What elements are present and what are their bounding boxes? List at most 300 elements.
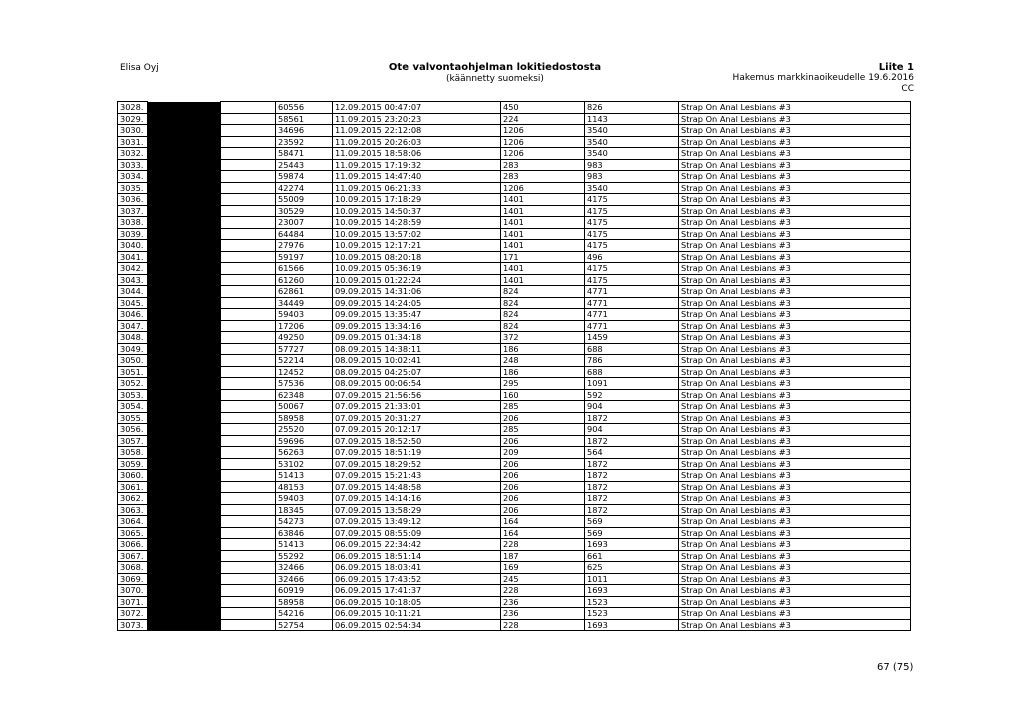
row-number-cell: 3034. xyxy=(118,171,148,183)
timestamp-cell: 10.09.2015 14:50:37 xyxy=(333,205,501,217)
title-cell: Strap On Anal Lesbians #3 xyxy=(679,320,911,332)
row-number-cell: 3055. xyxy=(118,412,148,424)
id-cell: 34449 xyxy=(276,297,333,309)
value-b-cell: 983 xyxy=(585,171,679,183)
id-cell: 64484 xyxy=(276,228,333,240)
value-a-cell: 1401 xyxy=(501,205,585,217)
id-cell: 34696 xyxy=(276,125,333,137)
blank-cell xyxy=(221,596,276,608)
row-number-cell: 3058. xyxy=(118,447,148,459)
blank-cell xyxy=(221,470,276,482)
blank-cell xyxy=(221,619,276,631)
timestamp-cell: 08.09.2015 04:25:07 xyxy=(333,366,501,378)
redacted-cell xyxy=(148,401,221,413)
redacted-cell xyxy=(148,194,221,206)
value-a-cell: 206 xyxy=(501,435,585,447)
value-a-cell: 206 xyxy=(501,504,585,516)
title-cell: Strap On Anal Lesbians #3 xyxy=(679,343,911,355)
blank-cell xyxy=(221,217,276,229)
id-cell: 59403 xyxy=(276,309,333,321)
title-cell: Strap On Anal Lesbians #3 xyxy=(679,562,911,574)
timestamp-cell: 07.09.2015 20:31:27 xyxy=(333,412,501,424)
value-b-cell: 4771 xyxy=(585,297,679,309)
id-cell: 55292 xyxy=(276,550,333,562)
application-reference: Hakemus markkinaoikeudelle 19.6.2016 xyxy=(732,73,914,83)
value-a-cell: 285 xyxy=(501,401,585,413)
value-b-cell: 3540 xyxy=(585,182,679,194)
redacted-cell xyxy=(148,159,221,171)
table-row xyxy=(118,378,911,390)
blank-cell xyxy=(221,527,276,539)
row-number-cell: 3061. xyxy=(118,481,148,493)
row-number-cell: 3066. xyxy=(118,539,148,551)
value-a-cell: 283 xyxy=(501,171,585,183)
blank-cell xyxy=(221,447,276,459)
value-b-cell: 1872 xyxy=(585,481,679,493)
attachment-label: Liite 1 xyxy=(878,62,914,73)
redacted-cell xyxy=(148,504,221,516)
title-cell: Strap On Anal Lesbians #3 xyxy=(679,332,911,344)
id-cell: 17206 xyxy=(276,320,333,332)
table-row xyxy=(118,240,911,252)
blank-cell xyxy=(221,286,276,298)
timestamp-cell: 07.09.2015 08:55:09 xyxy=(333,527,501,539)
value-b-cell: 1459 xyxy=(585,332,679,344)
table-row xyxy=(118,562,911,574)
timestamp-cell: 06.09.2015 22:34:42 xyxy=(333,539,501,551)
id-cell: 32466 xyxy=(276,562,333,574)
title-cell: Strap On Anal Lesbians #3 xyxy=(679,458,911,470)
title-cell: Strap On Anal Lesbians #3 xyxy=(679,240,911,252)
id-cell: 57727 xyxy=(276,343,333,355)
value-a-cell: 209 xyxy=(501,447,585,459)
table-row xyxy=(118,102,911,114)
row-number-cell: 3031. xyxy=(118,136,148,148)
id-cell: 58471 xyxy=(276,148,333,160)
id-cell: 58958 xyxy=(276,596,333,608)
value-b-cell: 569 xyxy=(585,527,679,539)
table-row xyxy=(118,539,911,551)
row-number-cell: 3039. xyxy=(118,228,148,240)
redacted-cell xyxy=(148,527,221,539)
table-row xyxy=(118,447,911,459)
row-number-cell: 3067. xyxy=(118,550,148,562)
value-b-cell: 4771 xyxy=(585,320,679,332)
timestamp-cell: 11.09.2015 22:12:08 xyxy=(333,125,501,137)
timestamp-cell: 06.09.2015 10:18:05 xyxy=(333,596,501,608)
table-row xyxy=(118,481,911,493)
document-title: Ote valvontaohjelman lokitiedostosta xyxy=(388,62,602,73)
id-cell: 59197 xyxy=(276,251,333,263)
value-a-cell: 245 xyxy=(501,573,585,585)
timestamp-cell: 09.09.2015 14:31:06 xyxy=(333,286,501,298)
row-number-cell: 3064. xyxy=(118,516,148,528)
id-cell: 42274 xyxy=(276,182,333,194)
title-cell: Strap On Anal Lesbians #3 xyxy=(679,205,911,217)
title-cell: Strap On Anal Lesbians #3 xyxy=(679,527,911,539)
title-cell: Strap On Anal Lesbians #3 xyxy=(679,608,911,620)
value-a-cell: 450 xyxy=(501,102,585,114)
id-cell: 59696 xyxy=(276,435,333,447)
value-a-cell: 164 xyxy=(501,527,585,539)
value-a-cell: 824 xyxy=(501,309,585,321)
value-b-cell: 4175 xyxy=(585,205,679,217)
blank-cell xyxy=(221,343,276,355)
row-number-cell: 3057. xyxy=(118,435,148,447)
id-cell: 63846 xyxy=(276,527,333,539)
row-number-cell: 3060. xyxy=(118,470,148,482)
row-number-cell: 3051. xyxy=(118,366,148,378)
company-name: Elisa Oyj xyxy=(120,63,159,73)
value-b-cell: 1872 xyxy=(585,458,679,470)
table-row xyxy=(118,470,911,482)
row-number-cell: 3068. xyxy=(118,562,148,574)
redacted-cell xyxy=(148,228,221,240)
row-number-cell: 3029. xyxy=(118,113,148,125)
table-row xyxy=(118,389,911,401)
row-number-cell: 3041. xyxy=(118,251,148,263)
blank-cell xyxy=(221,504,276,516)
title-cell: Strap On Anal Lesbians #3 xyxy=(679,297,911,309)
title-cell: Strap On Anal Lesbians #3 xyxy=(679,251,911,263)
row-number-cell: 3044. xyxy=(118,286,148,298)
blank-cell xyxy=(221,493,276,505)
value-b-cell: 1693 xyxy=(585,539,679,551)
value-a-cell: 224 xyxy=(501,113,585,125)
timestamp-cell: 07.09.2015 21:56:56 xyxy=(333,389,501,401)
redacted-cell xyxy=(148,136,221,148)
table-row xyxy=(118,251,911,263)
value-a-cell: 1401 xyxy=(501,263,585,275)
title-cell: Strap On Anal Lesbians #3 xyxy=(679,470,911,482)
timestamp-cell: 09.09.2015 01:34:18 xyxy=(333,332,501,344)
title-cell: Strap On Anal Lesbians #3 xyxy=(679,171,911,183)
redacted-cell xyxy=(148,286,221,298)
value-a-cell: 206 xyxy=(501,481,585,493)
title-cell: Strap On Anal Lesbians #3 xyxy=(679,378,911,390)
redacted-cell xyxy=(148,182,221,194)
timestamp-cell: 09.09.2015 13:35:47 xyxy=(333,309,501,321)
timestamp-cell: 10.09.2015 05:36:19 xyxy=(333,263,501,275)
blank-cell xyxy=(221,194,276,206)
blank-cell xyxy=(221,481,276,493)
blank-cell xyxy=(221,573,276,585)
timestamp-cell: 07.09.2015 13:58:29 xyxy=(333,504,501,516)
row-number-cell: 3065. xyxy=(118,527,148,539)
timestamp-cell: 08.09.2015 10:02:41 xyxy=(333,355,501,367)
value-a-cell: 171 xyxy=(501,251,585,263)
value-b-cell: 1693 xyxy=(585,619,679,631)
table-row xyxy=(118,182,911,194)
value-b-cell: 4771 xyxy=(585,286,679,298)
table-row xyxy=(118,458,911,470)
row-number-cell: 3049. xyxy=(118,343,148,355)
redacted-cell xyxy=(148,205,221,217)
id-cell: 62348 xyxy=(276,389,333,401)
value-a-cell: 186 xyxy=(501,366,585,378)
blank-cell xyxy=(221,251,276,263)
redacted-cell xyxy=(148,366,221,378)
title-cell: Strap On Anal Lesbians #3 xyxy=(679,573,911,585)
table-row xyxy=(118,113,911,125)
title-cell: Strap On Anal Lesbians #3 xyxy=(679,504,911,516)
redacted-cell xyxy=(148,251,221,263)
blank-cell xyxy=(221,274,276,286)
value-b-cell: 4175 xyxy=(585,274,679,286)
redacted-cell xyxy=(148,447,221,459)
id-cell: 59403 xyxy=(276,493,333,505)
redacted-cell xyxy=(148,435,221,447)
value-b-cell: 4175 xyxy=(585,240,679,252)
blank-cell xyxy=(221,263,276,275)
redacted-cell xyxy=(148,355,221,367)
id-cell: 59874 xyxy=(276,171,333,183)
value-a-cell: 187 xyxy=(501,550,585,562)
blank-cell xyxy=(221,585,276,597)
row-number-cell: 3047. xyxy=(118,320,148,332)
blank-cell xyxy=(221,148,276,160)
redacted-cell xyxy=(148,297,221,309)
value-b-cell: 4771 xyxy=(585,309,679,321)
value-b-cell: 1091 xyxy=(585,378,679,390)
id-cell: 56263 xyxy=(276,447,333,459)
value-a-cell: 228 xyxy=(501,539,585,551)
table-row xyxy=(118,527,911,539)
timestamp-cell: 09.09.2015 13:34:16 xyxy=(333,320,501,332)
redacted-cell xyxy=(148,113,221,125)
title-cell: Strap On Anal Lesbians #3 xyxy=(679,125,911,137)
value-a-cell: 1401 xyxy=(501,228,585,240)
id-cell: 23592 xyxy=(276,136,333,148)
value-a-cell: 1206 xyxy=(501,136,585,148)
value-b-cell: 1523 xyxy=(585,608,679,620)
title-cell: Strap On Anal Lesbians #3 xyxy=(679,481,911,493)
table-row xyxy=(118,332,911,344)
blank-cell xyxy=(221,412,276,424)
author-initials: CC xyxy=(901,84,914,94)
id-cell: 51413 xyxy=(276,539,333,551)
value-b-cell: 1872 xyxy=(585,412,679,424)
title-cell: Strap On Anal Lesbians #3 xyxy=(679,113,911,125)
value-b-cell: 688 xyxy=(585,366,679,378)
row-number-cell: 3070. xyxy=(118,585,148,597)
table-row xyxy=(118,194,911,206)
table-row xyxy=(118,619,911,631)
id-cell: 25443 xyxy=(276,159,333,171)
value-b-cell: 4175 xyxy=(585,194,679,206)
blank-cell xyxy=(221,516,276,528)
attachment-info xyxy=(733,62,914,95)
table-row xyxy=(118,585,911,597)
timestamp-cell: 07.09.2015 18:52:50 xyxy=(333,435,501,447)
timestamp-cell: 10.09.2015 14:28:59 xyxy=(333,217,501,229)
blank-cell xyxy=(221,136,276,148)
redacted-cell xyxy=(148,470,221,482)
value-b-cell: 569 xyxy=(585,516,679,528)
id-cell: 60919 xyxy=(276,585,333,597)
id-cell: 54273 xyxy=(276,516,333,528)
value-a-cell: 295 xyxy=(501,378,585,390)
row-number-cell: 3042. xyxy=(118,263,148,275)
value-b-cell: 3540 xyxy=(585,136,679,148)
blank-cell xyxy=(221,182,276,194)
table-row xyxy=(118,148,911,160)
title-cell: Strap On Anal Lesbians #3 xyxy=(679,412,911,424)
timestamp-cell: 07.09.2015 13:49:12 xyxy=(333,516,501,528)
row-number-cell: 3071. xyxy=(118,596,148,608)
table-row xyxy=(118,159,911,171)
table-row xyxy=(118,366,911,378)
blank-cell xyxy=(221,378,276,390)
timestamp-cell: 07.09.2015 14:14:16 xyxy=(333,493,501,505)
value-b-cell: 496 xyxy=(585,251,679,263)
table-row xyxy=(118,286,911,298)
table-row xyxy=(118,171,911,183)
blank-cell xyxy=(221,608,276,620)
redacted-cell xyxy=(148,217,221,229)
value-a-cell: 169 xyxy=(501,562,585,574)
value-b-cell: 1693 xyxy=(585,585,679,597)
row-number-cell: 3048. xyxy=(118,332,148,344)
redacted-cell xyxy=(148,424,221,436)
title-cell: Strap On Anal Lesbians #3 xyxy=(679,263,911,275)
table-row xyxy=(118,516,911,528)
blank-cell xyxy=(221,102,276,114)
row-number-cell: 3073. xyxy=(118,619,148,631)
document-header xyxy=(330,62,660,85)
redacted-cell xyxy=(148,378,221,390)
value-a-cell: 206 xyxy=(501,493,585,505)
value-a-cell: 824 xyxy=(501,320,585,332)
value-b-cell: 4175 xyxy=(585,228,679,240)
value-a-cell: 228 xyxy=(501,585,585,597)
value-b-cell: 3540 xyxy=(585,148,679,160)
table-row xyxy=(118,297,911,309)
value-a-cell: 824 xyxy=(501,297,585,309)
value-b-cell: 786 xyxy=(585,355,679,367)
value-a-cell: 1401 xyxy=(501,194,585,206)
row-number-cell: 3036. xyxy=(118,194,148,206)
redacted-cell xyxy=(148,562,221,574)
title-cell: Strap On Anal Lesbians #3 xyxy=(679,539,911,551)
value-b-cell: 3540 xyxy=(585,125,679,137)
title-cell: Strap On Anal Lesbians #3 xyxy=(679,619,911,631)
id-cell: 30529 xyxy=(276,205,333,217)
table-row xyxy=(118,608,911,620)
value-a-cell: 164 xyxy=(501,516,585,528)
value-a-cell: 1206 xyxy=(501,148,585,160)
value-b-cell: 983 xyxy=(585,159,679,171)
value-a-cell: 1206 xyxy=(501,125,585,137)
title-cell: Strap On Anal Lesbians #3 xyxy=(679,585,911,597)
timestamp-cell: 06.09.2015 17:43:52 xyxy=(333,573,501,585)
title-cell: Strap On Anal Lesbians #3 xyxy=(679,136,911,148)
id-cell: 53102 xyxy=(276,458,333,470)
table-row xyxy=(118,550,911,562)
id-cell: 48153 xyxy=(276,481,333,493)
row-number-cell: 3052. xyxy=(118,378,148,390)
value-b-cell: 1011 xyxy=(585,573,679,585)
redacted-cell xyxy=(148,320,221,332)
timestamp-cell: 10.09.2015 12:17:21 xyxy=(333,240,501,252)
blank-cell xyxy=(221,159,276,171)
id-cell: 51413 xyxy=(276,470,333,482)
id-cell: 32466 xyxy=(276,573,333,585)
title-cell: Strap On Anal Lesbians #3 xyxy=(679,435,911,447)
timestamp-cell: 07.09.2015 15:21:43 xyxy=(333,470,501,482)
timestamp-cell: 12.09.2015 00:47:07 xyxy=(333,102,501,114)
timestamp-cell: 09.09.2015 14:24:05 xyxy=(333,297,501,309)
timestamp-cell: 10.09.2015 08:20:18 xyxy=(333,251,501,263)
id-cell: 27976 xyxy=(276,240,333,252)
value-b-cell: 1143 xyxy=(585,113,679,125)
timestamp-cell: 06.09.2015 10:11:21 xyxy=(333,608,501,620)
id-cell: 57536 xyxy=(276,378,333,390)
timestamp-cell: 10.09.2015 13:57:02 xyxy=(333,228,501,240)
table-row xyxy=(118,424,911,436)
table-row xyxy=(118,596,911,608)
title-cell: Strap On Anal Lesbians #3 xyxy=(679,366,911,378)
title-cell: Strap On Anal Lesbians #3 xyxy=(679,228,911,240)
title-cell: Strap On Anal Lesbians #3 xyxy=(679,274,911,286)
table-row xyxy=(118,320,911,332)
id-cell: 62861 xyxy=(276,286,333,298)
redacted-cell xyxy=(148,619,221,631)
table-row xyxy=(118,573,911,585)
row-number-cell: 3054. xyxy=(118,401,148,413)
blank-cell xyxy=(221,309,276,321)
timestamp-cell: 11.09.2015 17:19:32 xyxy=(333,159,501,171)
value-a-cell: 824 xyxy=(501,286,585,298)
row-number-cell: 3037. xyxy=(118,205,148,217)
blank-cell xyxy=(221,332,276,344)
redacted-cell xyxy=(148,481,221,493)
value-a-cell: 1401 xyxy=(501,240,585,252)
title-cell: Strap On Anal Lesbians #3 xyxy=(679,159,911,171)
timestamp-cell: 11.09.2015 20:26:03 xyxy=(333,136,501,148)
value-b-cell: 1872 xyxy=(585,493,679,505)
row-number-cell: 3028. xyxy=(118,102,148,114)
value-b-cell: 4175 xyxy=(585,217,679,229)
timestamp-cell: 11.09.2015 06:21:33 xyxy=(333,182,501,194)
table-row xyxy=(118,274,911,286)
table-row xyxy=(118,309,911,321)
id-cell: 25520 xyxy=(276,424,333,436)
value-a-cell: 206 xyxy=(501,412,585,424)
blank-cell xyxy=(221,389,276,401)
redacted-cell xyxy=(148,125,221,137)
timestamp-cell: 07.09.2015 21:33:01 xyxy=(333,401,501,413)
row-number-cell: 3045. xyxy=(118,297,148,309)
blank-cell xyxy=(221,435,276,447)
value-a-cell: 285 xyxy=(501,424,585,436)
id-cell: 58561 xyxy=(276,113,333,125)
title-cell: Strap On Anal Lesbians #3 xyxy=(679,596,911,608)
table-row xyxy=(118,401,911,413)
blank-cell xyxy=(221,355,276,367)
blank-cell xyxy=(221,458,276,470)
title-cell: Strap On Anal Lesbians #3 xyxy=(679,355,911,367)
redacted-cell xyxy=(148,332,221,344)
id-cell: 60556 xyxy=(276,102,333,114)
id-cell: 50067 xyxy=(276,401,333,413)
redacted-cell xyxy=(148,493,221,505)
row-number-cell: 3033. xyxy=(118,159,148,171)
title-cell: Strap On Anal Lesbians #3 xyxy=(679,493,911,505)
timestamp-cell: 07.09.2015 18:29:52 xyxy=(333,458,501,470)
log-table xyxy=(117,101,911,631)
redacted-cell xyxy=(148,573,221,585)
